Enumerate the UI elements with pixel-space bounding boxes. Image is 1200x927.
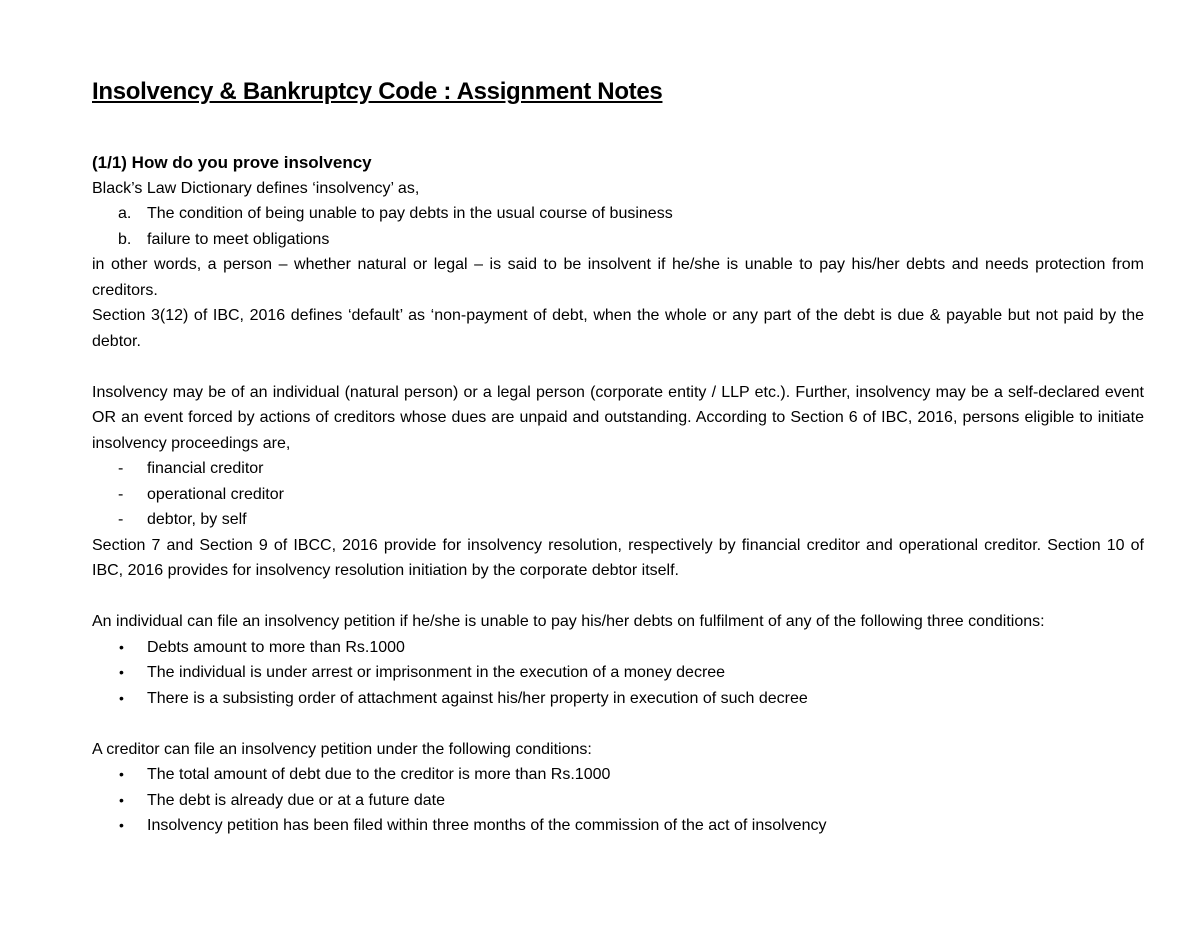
creditor-paragraph: A creditor can file an insolvency petition under the following conditions: — [92, 740, 592, 758]
list-item-text: Insolvency petition has been filed within three months of the commission of the act of insolvency — [147, 817, 827, 834]
bullet-icon: • — [119, 817, 124, 833]
document-title: Insolvency & Bankruptcy Code : Assignment Notes — [92, 78, 663, 105]
list-item-text: There is a subsisting order of attachment against his/her property in execution of such decree — [147, 689, 808, 707]
bullet-icon: • — [119, 664, 124, 680]
insolvency-types-paragraph: Insolvency may be of an individual (natural person) or a legal person (corporate entity / LLP etc.). Further, insolvency may be a self-declared event OR an event forced by actions of creditors whose dues are unpaid and outstanding. According to Section 6 of IBC, 2016, persons eligible to initiate insolvency proceedings are, — [92, 383, 1144, 452]
list-marker: a. — [118, 205, 132, 222]
list-marker: - — [118, 511, 124, 528]
list-item-text: The individual is under arrest or imprisonment in the execution of a money decree — [147, 664, 726, 681]
document-page — [92, 76, 1144, 839]
paragraph-spacer — [92, 354, 1144, 380]
paragraph-spacer — [92, 711, 1144, 737]
section-3-paragraph: Section 3(12) of IBC, 2016 defines ‘default’ as ‘non-payment of debt, when the whole or any part of the debt is due & payable but not paid by the debtor. — [92, 307, 1144, 350]
list-item-text: failure to meet obligations — [147, 230, 330, 248]
list-item-text: The total amount of debt due to the creditor is more than Rs.1000 — [147, 766, 611, 783]
list-item — [92, 201, 1144, 227]
list-item — [92, 635, 1144, 661]
list-marker: b. — [118, 230, 132, 248]
list-item — [92, 686, 1144, 712]
list-item — [92, 813, 1144, 839]
individual-conditions-list — [92, 635, 1144, 712]
individual-paragraph: An individual can file an insolvency petition if he/she is unable to pay his/her debts on fulfilment of any of the following three conditions: — [92, 613, 1045, 630]
bullet-icon: • — [119, 638, 124, 655]
list-item-text: operational creditor — [147, 485, 284, 503]
list-item — [92, 762, 1144, 788]
paragraph-spacer — [92, 584, 1144, 610]
list-item-text: The condition of being unable to pay debts in the usual course of business — [147, 205, 673, 222]
list-item-text: Debts amount to more than Rs.1000 — [147, 638, 405, 656]
bullet-icon: • — [119, 766, 124, 782]
list-item — [92, 456, 1144, 482]
intro-paragraph: Black’s Law Dictionary defines ‘insolvency’ as, — [92, 179, 420, 197]
list-item-text: financial creditor — [147, 460, 264, 477]
bullet-icon: • — [119, 791, 124, 808]
list-marker: - — [118, 460, 124, 477]
list-item-text: The debt is already due or at a future date — [147, 791, 445, 809]
list-item-text: debtor, by self — [147, 511, 247, 528]
list-item — [92, 660, 1144, 686]
eligible-persons-list — [92, 456, 1144, 533]
list-item — [92, 482, 1144, 508]
list-item — [92, 507, 1144, 533]
other-words-paragraph: in other words, a person – whether natural or legal – is said to be insolvent if he/she is unable to pay his/her debts and needs protection from creditors. — [92, 256, 1144, 299]
definition-list — [92, 201, 1144, 252]
creditor-conditions-list — [92, 762, 1144, 839]
list-item — [92, 227, 1144, 253]
list-marker: - — [118, 485, 124, 503]
section-heading: (1/1) How do you prove insolvency — [92, 153, 372, 172]
list-item — [92, 788, 1144, 814]
section-7-9-paragraph: Section 7 and Section 9 of IBCC, 2016 provide for insolvency resolution, respectively by financial creditor and operational creditor. Section 10 of IBC, 2016 provides for insolvency resolution initiation by the corporate debtor itself. — [92, 536, 1144, 579]
bullet-icon: • — [119, 689, 124, 706]
